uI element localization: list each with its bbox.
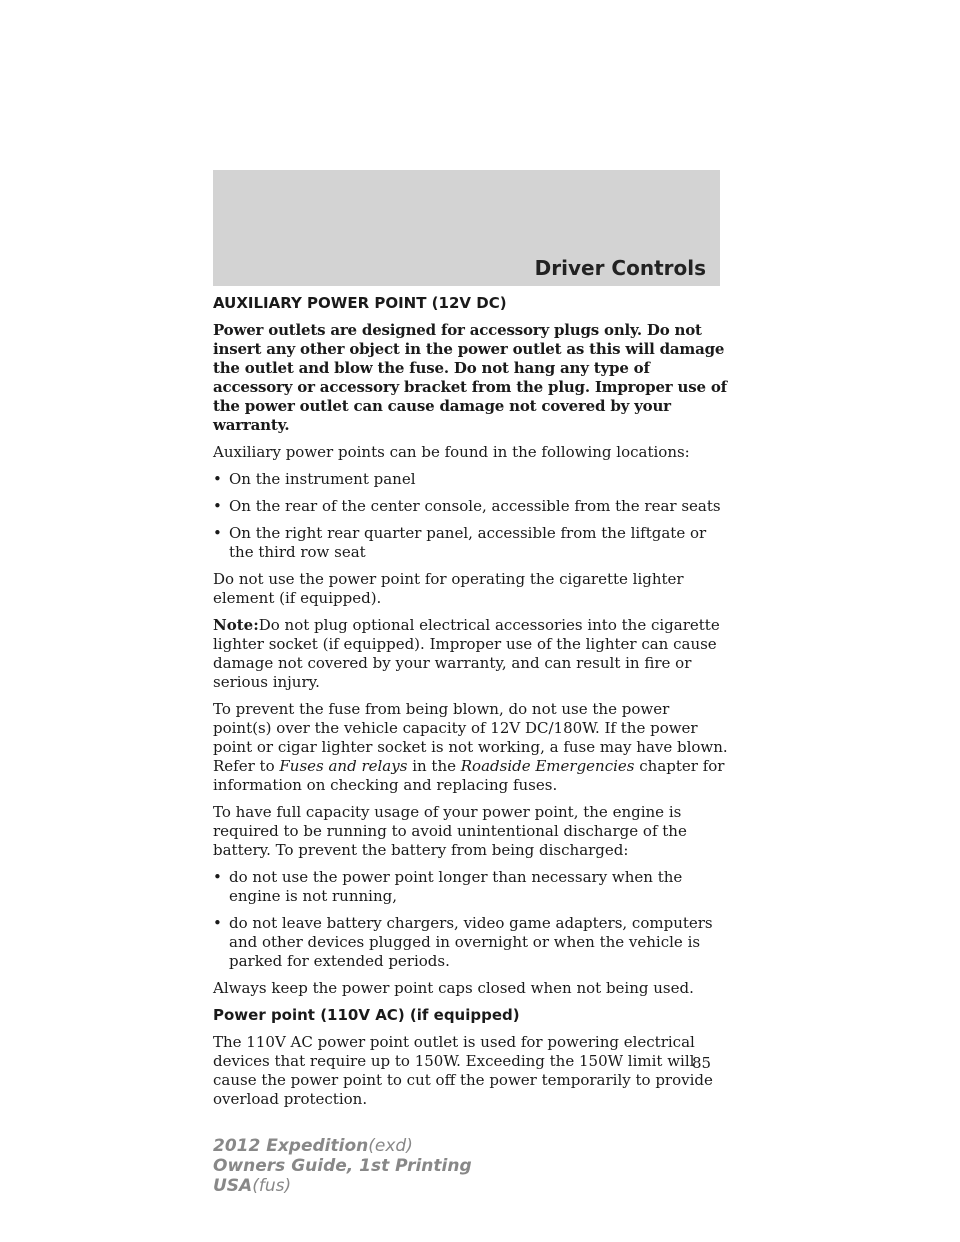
bullet-icon: • bbox=[213, 470, 222, 488]
list-item: • On the rear of the center console, accessible from the rear seats bbox=[213, 497, 721, 515]
tips-list bbox=[213, 868, 728, 971]
capacity-paragraph: To have full capacity usage of your power point, the engine is required to be running to avoid unintentional discharge of the battery. To prevent the battery from being discharged: bbox=[213, 803, 687, 859]
footer-line-3: USA(fus) bbox=[213, 1176, 292, 1196]
roadside-emergencies-reference: Roadside Emergencies bbox=[460, 757, 635, 775]
list-item: • On the instrument panel bbox=[213, 470, 416, 488]
note-label: Note: bbox=[213, 616, 259, 634]
list-item: • do not leave battery chargers, video game adapters, computers and other devices plugged in overnight or when the vehicle is parked for extended periods. bbox=[213, 914, 713, 970]
subsection-title: Power point (110V AC) (if equipped) bbox=[213, 1006, 520, 1024]
locations-list bbox=[213, 470, 728, 562]
footer-line-2: Owners Guide, 1st Printing bbox=[213, 1156, 472, 1176]
note-text: Do not plug optional electrical accessories into the cigarette lighter socket (if equipped). Improper use of the lighter can cause damage not covered by your warranty, and can result in fire or serious injury. bbox=[213, 616, 720, 691]
page-number: 85 bbox=[692, 1054, 712, 1072]
footer-line-1: 2012 Expedition(exd) bbox=[213, 1136, 413, 1156]
bullet-icon: • bbox=[213, 868, 222, 886]
list-item: • On the right rear quarter panel, accessible from the liftgate or the third row seat bbox=[213, 524, 707, 561]
caps-paragraph: Always keep the power point caps closed when not being used. bbox=[213, 979, 694, 997]
section-header-box bbox=[213, 170, 720, 286]
page-content bbox=[213, 294, 728, 1117]
locations-intro: Auxiliary power points can be found in the following locations: bbox=[213, 443, 690, 461]
bullet-icon: • bbox=[213, 524, 222, 542]
subsection-text: The 110V AC power point outlet is used for powering electrical devices that require up to 150W. Exceeding the 150W limit will cause the power point to cut off the power temporarily to provide overload protection. bbox=[213, 1033, 713, 1108]
section-header-title: Driver Controls bbox=[534, 256, 706, 280]
fuse-paragraph: To prevent the fuse from being blown, do not use the power point(s) over the vehicle capacity of 12V DC/180W. If the power point or cigar lighter socket is not working, a fuse may have blown. Refer to Fuses and relays in the Roadside Emergencies chapter for information on checking and replacing fuses. bbox=[213, 700, 728, 794]
bullet-icon: • bbox=[213, 497, 222, 515]
footer bbox=[213, 1136, 472, 1196]
bullet-icon: • bbox=[213, 914, 222, 932]
lighter-paragraph: Do not use the power point for operating the cigarette lighter element (if equipped). bbox=[213, 570, 684, 607]
note-paragraph bbox=[213, 616, 728, 692]
section-title: AUXILIARY POWER POINT (12V DC) bbox=[213, 294, 507, 312]
list-item: • do not use the power point longer than necessary when the engine is not running, bbox=[213, 868, 683, 905]
fuses-and-relays-reference: Fuses and relays bbox=[279, 757, 408, 775]
warning-paragraph: Power outlets are designed for accessory plugs only. Do not insert any other object in the power outlet as this will damage the outlet and blow the fuse. Do not hang any type of accessory or accessory bracket from the plug. Improper use of the power outlet can cause damage not covered by your warranty. bbox=[213, 321, 727, 434]
